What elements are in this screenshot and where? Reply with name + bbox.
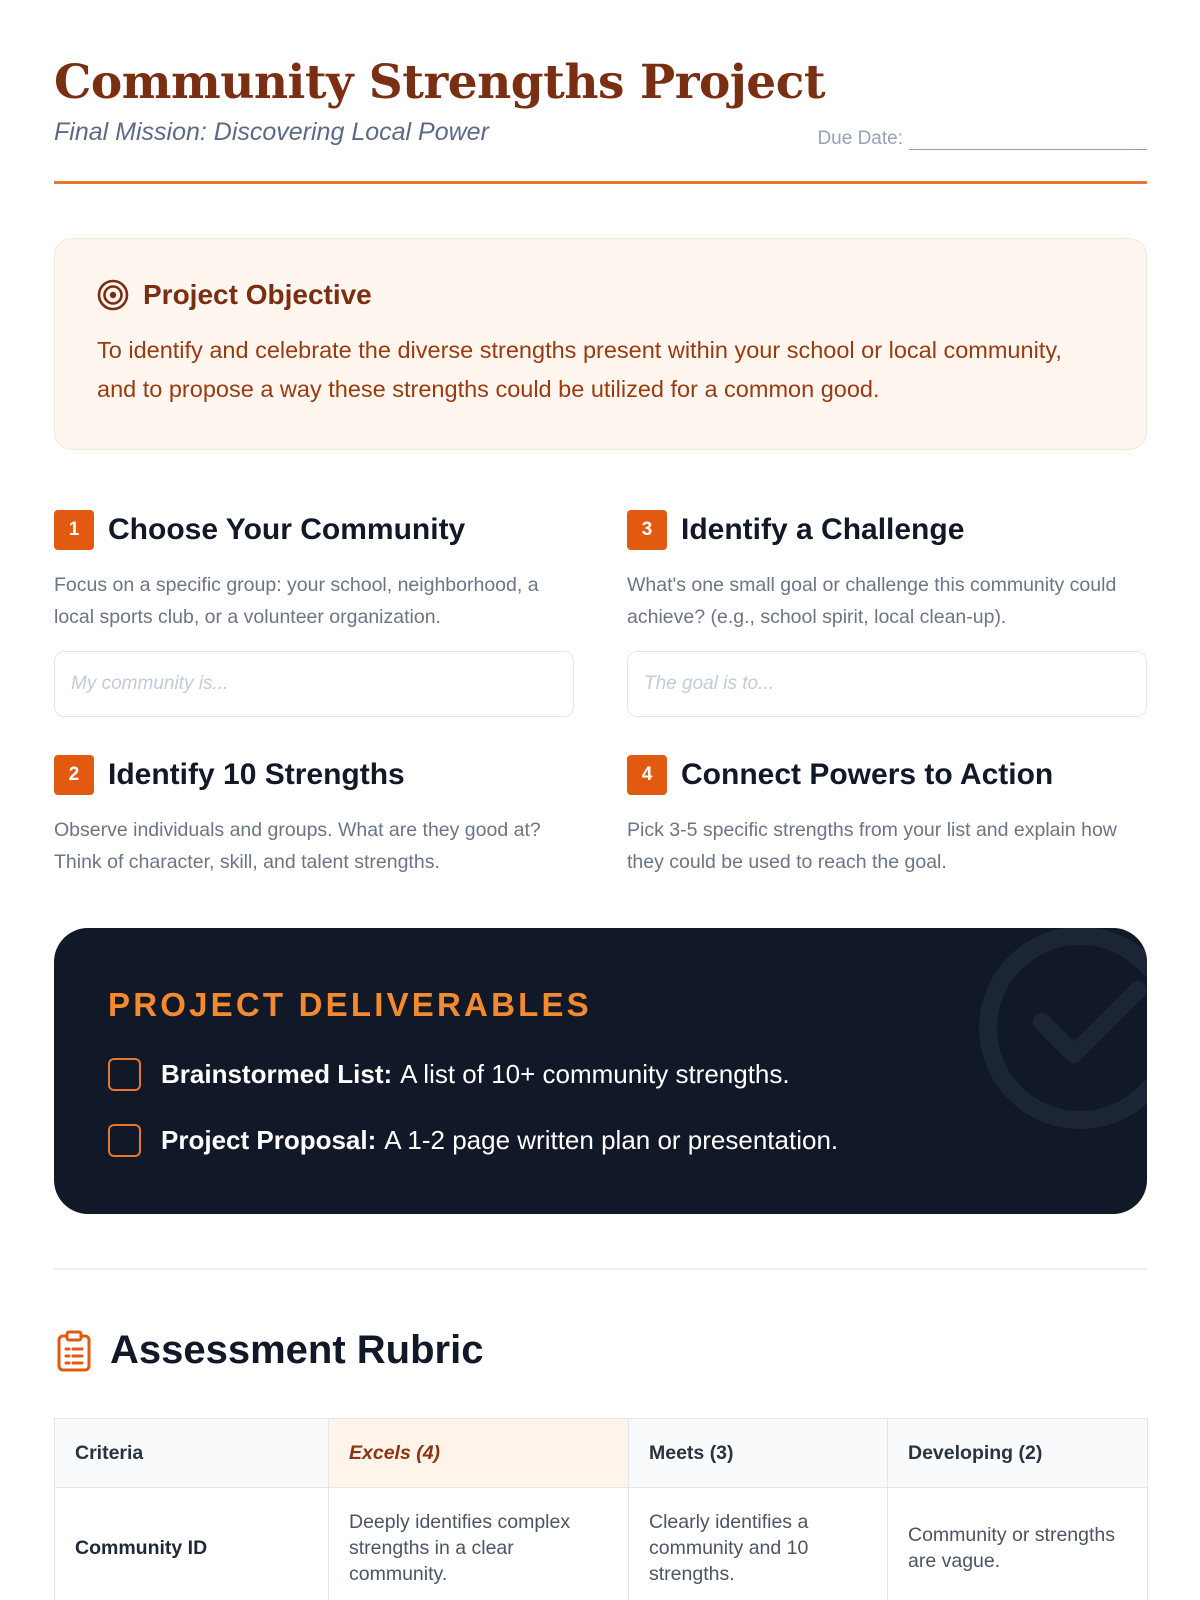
step-title: Identify a Challenge — [681, 513, 965, 546]
due-date-field[interactable] — [817, 128, 1147, 150]
deliverable-text: A 1-2 page written plan or presentation. — [384, 1125, 839, 1155]
criteria-cell: Community ID — [55, 1488, 329, 1600]
table-header-row — [55, 1419, 1148, 1488]
step-number: 4 — [627, 755, 667, 795]
due-date-label: Due Date: — [817, 128, 903, 149]
objective-card — [54, 238, 1147, 450]
page-subtitle: Final Mission: Discovering Local Power — [54, 118, 489, 146]
step-3 — [627, 510, 1147, 717]
step-number: 2 — [54, 755, 94, 795]
objective-title: Project Objective — [143, 279, 372, 310]
community-input[interactable]: My community is... — [54, 651, 574, 717]
deliverable-label: Brainstormed List: — [161, 1059, 393, 1089]
deliverable-item — [108, 1058, 790, 1091]
step-number: 3 — [627, 510, 667, 550]
page-title: Community Strengths Project — [54, 55, 826, 110]
clipboard-icon — [54, 1329, 94, 1373]
deliverables-title: PROJECT DELIVERABLES — [108, 986, 592, 1023]
deliverable-text: A list of 10+ community strengths. — [400, 1059, 790, 1089]
table-row — [55, 1488, 1148, 1600]
due-date-line[interactable] — [909, 132, 1147, 150]
checkbox[interactable] — [108, 1124, 141, 1157]
step-title: Connect Powers to Action — [681, 758, 1054, 791]
column-header: Criteria — [55, 1419, 329, 1488]
step-description: Observe individuals and groups. What are they good at? Think of character, skill, and talent strengths. — [54, 819, 541, 873]
step-2 — [54, 755, 574, 878]
step-description: Pick 3-5 specific strengths from your list and explain how they could be used to reach the goal. — [627, 819, 1117, 873]
step-description: What's one small goal or challenge this community could achieve? (e.g., school spirit, local clean-up). — [627, 574, 1117, 628]
step-number: 1 — [54, 510, 94, 550]
step-title: Choose Your Community — [108, 513, 466, 546]
checkbox[interactable] — [108, 1058, 141, 1091]
deliverable-item — [108, 1124, 838, 1157]
objective-text: To identify and celebrate the diverse strengths present within your school or local community, and to propose a way these strengths could be utilized for a common good. — [97, 337, 1062, 402]
check-circle-icon — [970, 928, 1147, 1138]
table-cell: Deeply identifies complex strengths in a clear community. — [329, 1488, 629, 1600]
goal-input[interactable]: The goal is to... — [627, 651, 1147, 717]
step-4 — [627, 755, 1147, 878]
column-header: Developing (2) — [888, 1419, 1148, 1488]
table-cell: Community or strengths are vague. — [888, 1488, 1148, 1600]
deliverables-panel — [54, 928, 1147, 1214]
step-description: Focus on a specific group: your school, neighborhood, a local sports club, or a volunteer organization. — [54, 574, 539, 628]
rubric-title: Assessment Rubric — [110, 1328, 484, 1372]
target-icon — [97, 279, 129, 311]
column-header: Excels (4) — [329, 1419, 629, 1488]
rubric-table — [54, 1418, 1148, 1600]
step-title: Identify 10 Strengths — [108, 758, 405, 791]
deliverable-label: Project Proposal: — [161, 1125, 377, 1155]
section-divider — [54, 1268, 1147, 1270]
rubric-header — [54, 1328, 483, 1373]
table-cell: Clearly identifies a community and 10 strengths. — [629, 1488, 888, 1600]
page-header — [54, 52, 1147, 184]
column-header: Meets (3) — [629, 1419, 888, 1488]
step-1 — [54, 510, 574, 717]
